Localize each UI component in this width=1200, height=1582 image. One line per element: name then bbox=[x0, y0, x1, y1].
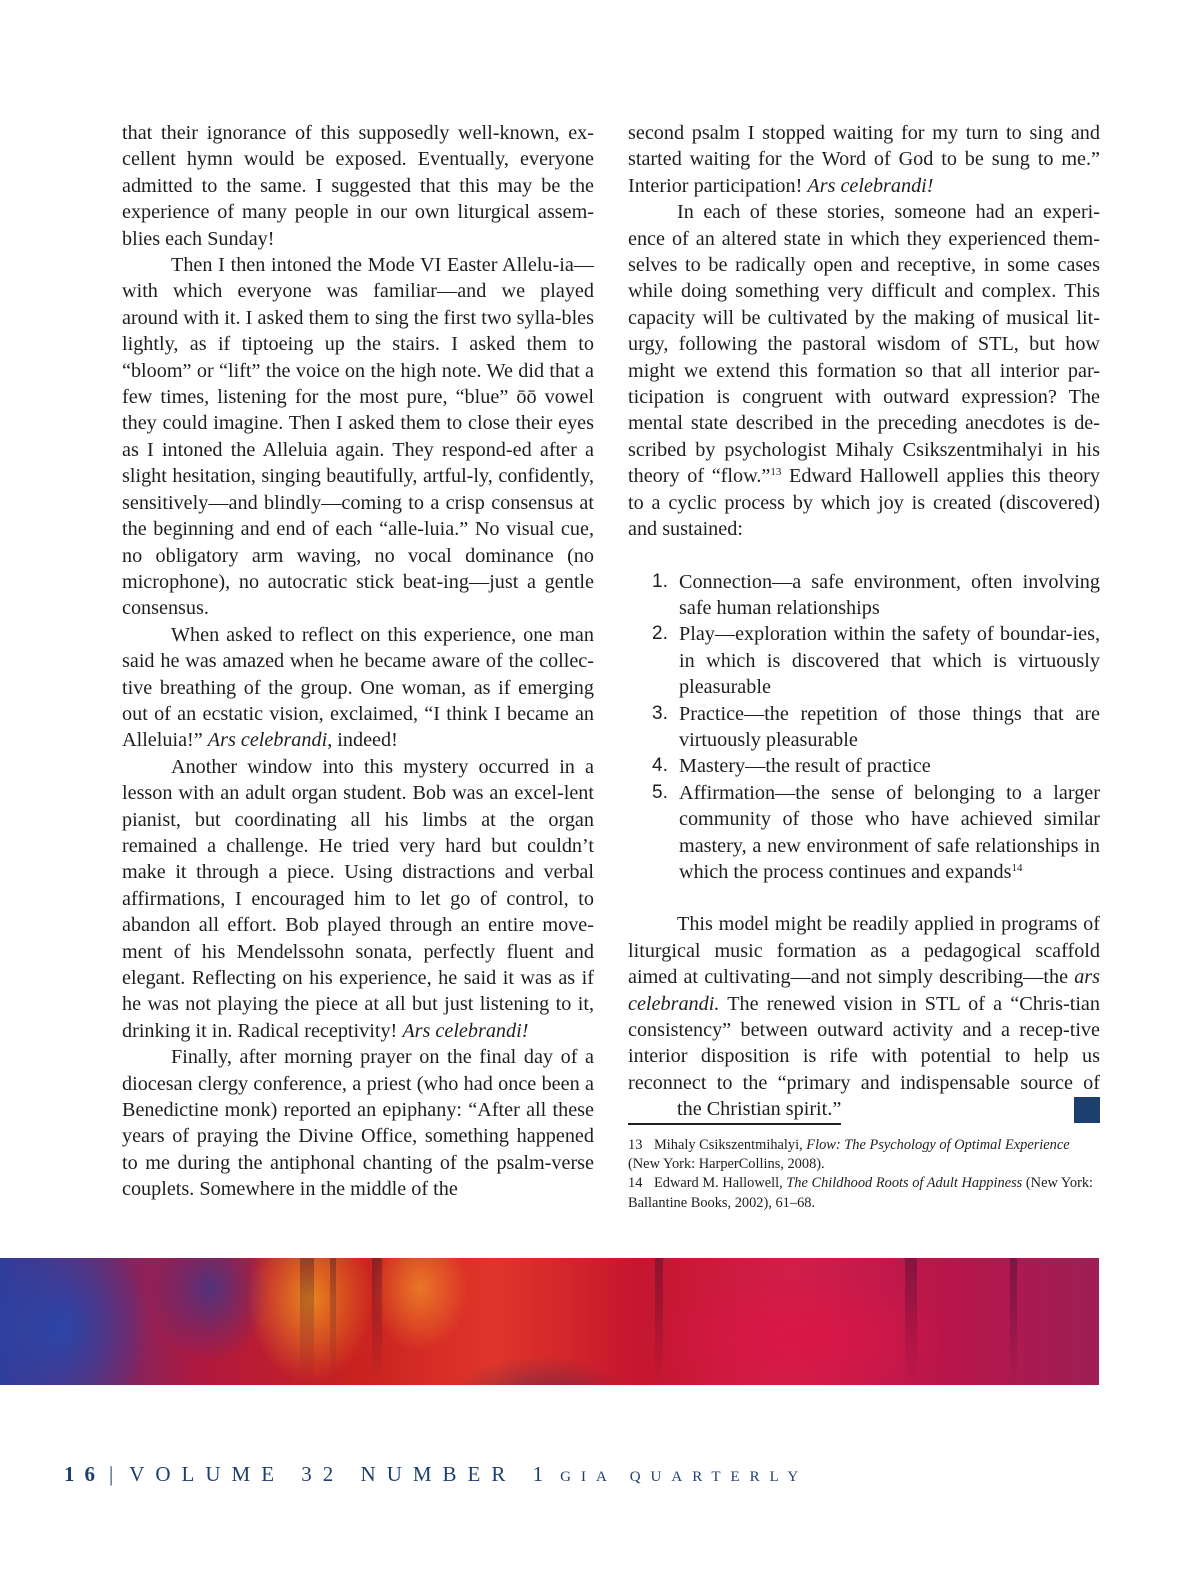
list-item bbox=[628, 701, 1100, 754]
footnote-title: Flow: The Psychology of Optimal Experience bbox=[806, 1137, 1070, 1153]
list-item-text: Play—exploration within the safety of boundar-ies, in which is discovered that which is virtuously pleasurable bbox=[679, 623, 1100, 699]
magazine-name: GIA QUARTERLY bbox=[560, 1469, 809, 1485]
list-item-text: Affirmation—the sense of belonging to a larger community of those who have achieved similar mastery, a new environment of safe relationships in which the process continues and expands bbox=[679, 781, 1100, 883]
paragraph bbox=[122, 754, 594, 1044]
list-number: 4. bbox=[652, 755, 668, 777]
text-run: When asked to reflect on this experience, one man said he was amazed when he became aware of the collec-tive breathing of the group. One woman, as if emerging out of an ecstatic vision, exclaimed, “I think I became an Alleluia!” bbox=[122, 623, 594, 752]
list-number: 1. bbox=[652, 570, 668, 592]
footer-separator: | bbox=[109, 1462, 114, 1486]
volume-info: VOLUME 32 NUMBER 1 bbox=[129, 1462, 555, 1486]
page-number: 16 bbox=[64, 1462, 105, 1486]
paragraph bbox=[628, 199, 1100, 542]
footnote-publication: (New York: Ballantine Books, 2002), 61–68. bbox=[628, 1175, 1094, 1211]
footnote-ref: 13 bbox=[770, 466, 782, 479]
text-run: The renewed vision in STL of a “Chris-tian consistency” between outward activity and a recep-tive interior disposition is rife with potential to help us reconnect to the “primary and indispensable source of bbox=[628, 992, 1100, 1094]
page-footer bbox=[64, 1462, 808, 1487]
footnote bbox=[628, 1174, 1100, 1212]
footnote-number: 13 bbox=[628, 1137, 643, 1153]
decorative-painting-band bbox=[0, 1258, 1099, 1385]
list-item bbox=[628, 621, 1100, 700]
list-number: 5. bbox=[652, 781, 668, 803]
italic-text: Ars celebrandi! bbox=[402, 1019, 529, 1042]
text-run: In each of these stories, someone had an experi-ence of an altered state in which they experienced them-selves to be radically open and receptive, in some cases while doing something very difficult and complex. This capacity will be cultivated by the making of musical lit-urgy, following the pastoral wisdom of STL, but how might we extend this formation so that all interior par-ticipation is congruent with outward expression? The mental state described in the preceding anecdotes is de-scribed by psychologist Mihaly Csikszentmihalyi in his theory of “flow.” bbox=[628, 201, 1100, 488]
list-item bbox=[628, 780, 1100, 886]
footnote-publication: (New York: HarperCollins, 2008). bbox=[628, 1156, 825, 1173]
list-item-text: Connection—a safe environment, often involving safe human relationships bbox=[679, 570, 1100, 619]
text-run: Edward Hallowell applies this theory to a cyclic process by which joy is created (discovered) and sustained: bbox=[628, 465, 1100, 541]
paragraph: Finally, after morning prayer on the final day of a diocesan clergy conference, a priest (who had once been a Benedictine monk) reported an epiphany: “After all these years of praying the Divine Office, something happened to me during the antiphonal chanting of the psalm-verse couplets. Somewhere in the middle of the bbox=[122, 1046, 594, 1201]
paragraph bbox=[122, 622, 594, 754]
paragraph bbox=[628, 120, 1100, 199]
italic-text: ars celebrandi. bbox=[628, 966, 1100, 1015]
list-item bbox=[628, 753, 1100, 779]
footnote bbox=[628, 1136, 1100, 1174]
footnote-number: 14 bbox=[628, 1175, 643, 1192]
end-of-article-mark bbox=[1074, 1097, 1100, 1123]
list-item-text: Mastery—the result of practice bbox=[679, 755, 931, 778]
italic-text: Ars celebrandi bbox=[207, 729, 328, 752]
list-item bbox=[628, 569, 1100, 622]
paragraph bbox=[628, 911, 1100, 1124]
paragraph: Then I then intoned the Mode VI Easter Allelu-ia—with which everyone was familiar—and we played around with it. I asked them to sing the first two sylla-bles lightly, as if tiptoeing up the stairs. I asked them to “bloom” or “lift” the voice on the high note. We did that a few times, listening for the most pure, “blue” ōō vowel they could imagine. Then I asked them to close their eyes as I intoned the Alleluia again. They respond-ed after a slight hesitation, singing beautifully, artful-ly, confidently, sensitively—and blindly—coming to a crisp consensus at the beginning and end of each “alle-luia.” No visual cue, no obligatory arm waving, no vocal dominance (no microphone), no autocratic stick beat-ing—just a gentle consensus. bbox=[122, 254, 594, 620]
list-number: 2. bbox=[652, 623, 668, 645]
paragraph: that their ignorance of this supposedly well-known, ex-cellent hymn would be exposed. Eventually, everyone admitted to the same. I suggested that this may be the experience of many people in our own liturgical assem-blies each Sunday! bbox=[122, 122, 594, 250]
right-column bbox=[628, 120, 1100, 1125]
list-number: 3. bbox=[652, 702, 668, 724]
footnote-ref: 14 bbox=[1011, 861, 1023, 874]
text-run: second psalm I stopped waiting for my turn to sing and started waiting for the Word of God to be sung to me.” Interior participation! bbox=[628, 122, 1100, 197]
left-column bbox=[122, 120, 594, 1203]
joy-cycle-list bbox=[628, 569, 1100, 886]
footnote-author: Mihaly Csikszentmihalyi, bbox=[654, 1137, 807, 1153]
text-run: , indeed! bbox=[327, 729, 398, 752]
italic-text: Ars celebrandi! bbox=[807, 174, 934, 197]
list-item-text: Practice—the repetition of those things that are virtuously pleasurable bbox=[679, 702, 1100, 751]
footnotes bbox=[628, 1136, 1100, 1213]
text-run: This model might be readily applied in programs of liturgical music formation as a pedagogical scaffold aimed at cultivating—and not simply describing—the bbox=[628, 913, 1100, 989]
text-run: Another window into this mystery occurred in a lesson with an adult organ student. Bob was an excel-lent pianist, but coordinating all his limbs at the organ remained a challenge. He tried very hard but couldn’t make it through a piece. Using distractions and verbal affirmations, I encouraged him to let go of control, to abandon all effort. Bob played through an entire move-ment of his Mendelssohn sonata, perfectly fluent and elegant. Reflecting on his experience, he said it was as if he was not playing the piece at all but just listening to it, drinking it in. Radical receptivity! bbox=[122, 755, 594, 1042]
footnote-author: Edward M. Hallowell, bbox=[654, 1175, 787, 1192]
closing-line: the Christian spirit.” bbox=[628, 1096, 841, 1124]
footnote-title: The Childhood Roots of Adult Happiness bbox=[786, 1175, 1023, 1192]
